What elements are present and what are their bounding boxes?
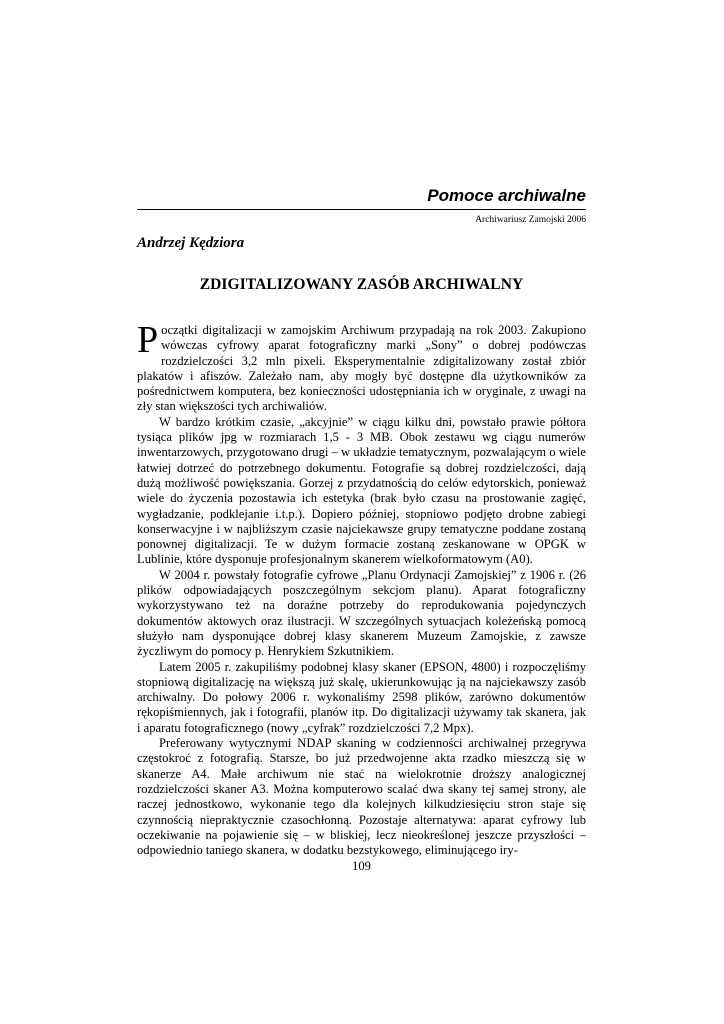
section-title: Pomoce archiwalne [427,186,586,205]
article-title: ZDIGITALIZOWANY ZASÓB ARCHIWALNY [199,276,524,293]
page-number: 109 [352,859,371,873]
paragraph: W 2004 r. powstały fotografie cyfrowe „Planu Ordynacji Zamojskiej” z 1906 r. (26 plików odpowiadających poszczególnym sekcjom planu). Aparat fotograficzny wykorzystywano też na doraźne potrzeby do reprodukowania pojedynczych dokumentów aktowych oraz ilustracji. W szczególnych sytuacjach koleżeńską pomocą służyło nam dysponujące dobrej klasy skanerem Muzeum Zamojskie, z zawsze życzliwym do pomocy p. Henrykiem Szkutnikiem. [137,567,586,659]
paragraph-text: oczątki digitalizacji w zamojskim Archiwum przypadają na rok 2003. Zakupiono wówczas cyfrowy aparat fotograficzny marki „Sony” o dobrej podówczas rozdzielczości 3,2 mln pixeli. Eksperymentalnie zdigitalizowany został zbiór plakatów i afiszów. Zależało nam, aby mogły być dostępne dla użytkowników za pośrednictwem komputera, bez konieczności udostępniania ich w oryginale, z uwagi na zły stan większości tych archiwaliów. [137,323,586,414]
paragraph [137,319,586,415]
author-name: Andrzej Kędziora [137,235,245,251]
paragraph: Preferowany wytycznymi NDAP skaning w codzienności archiwalnej przegrywa częstokroć z fotografią. Starsze, bo już przedwojenne akta rzadko mieszczą się w skanerze A4. Małe archiwum nie stać na wielokrotnie droższy analogicznej rozdzielczości skaner A3. Można komputerowo scalać dwa skany tej samej strony, ale raczej jednostkowo, wykonanie tego dla kolejnych kilkudziesięciu stron staje się czynnością niepraktycznie czasochłonną. Pozostaje alternatywa: aparat cyfrowy lub oczekiwanie na pojawienie się – w bliskiej, lecz nieokreślonej jeszcze przyszłości – odpowiednio taniego skanera, w dodatku bezstykowego, eliminującego iry- [137,736,586,858]
paragraph: W bardzo krótkim czasie, „akcyjnie” w ciągu kilku dni, powstało prawie półtora tysiąca plików jpg w rozmiarach 1,5 - 3 MB. Obok zestawu wg ciągu numerów inwentarzowych, przygotowano drugi – w układzie tematycznym, pozwalającym o wiele łatwiej dotrzeć do potrzebnego dokumentu. Fotografie są dobrej rozdzielczości, dają dużą możliwość powiększania. Gorzej z przydatnością do celów edytorskich, ponieważ wiele do życzenia pozostawia ich estetyka (brak było czasu na prostowanie zagięć, wygładzanie, podklejanie i.t.p.). Dopiero później, stopniowo podjęto drobne zabiegi konserwacyjne i w najbliższym czasie najciekawsze grupy tematyczne poddane zostaną ponownej digitalizacji. Te w dużym formacie zostaną zeskanowane w OPGK w Lublinie, które dysponuje profesjonalnym skanerem wielkoformatowym (A0). [137,414,586,567]
header-rule [137,209,586,210]
paragraph: Latem 2005 r. zakupiliśmy podobnej klasy skaner (EPSON, 4800) i rozpoczęliśmy stopniową digitalizację na większą już skalę, ukierunkowując ją na najciekawszy zasób archiwalny. Do połowy 2006 r. wykonaliśmy 2598 plików, zarówno dokumentów rękopiśmiennych, jak i fotografii, planów itp. Do digitalizacji używamy tak skanera, jak i aparatu fotograficznego (nowy „cyfrak” rozdzielczości 7,2 Mpx). [137,659,586,735]
journal-name: Archiwariusz Zamojski 2006 [475,215,586,225]
drop-cap: P [137,319,159,361]
article-body [137,319,586,858]
